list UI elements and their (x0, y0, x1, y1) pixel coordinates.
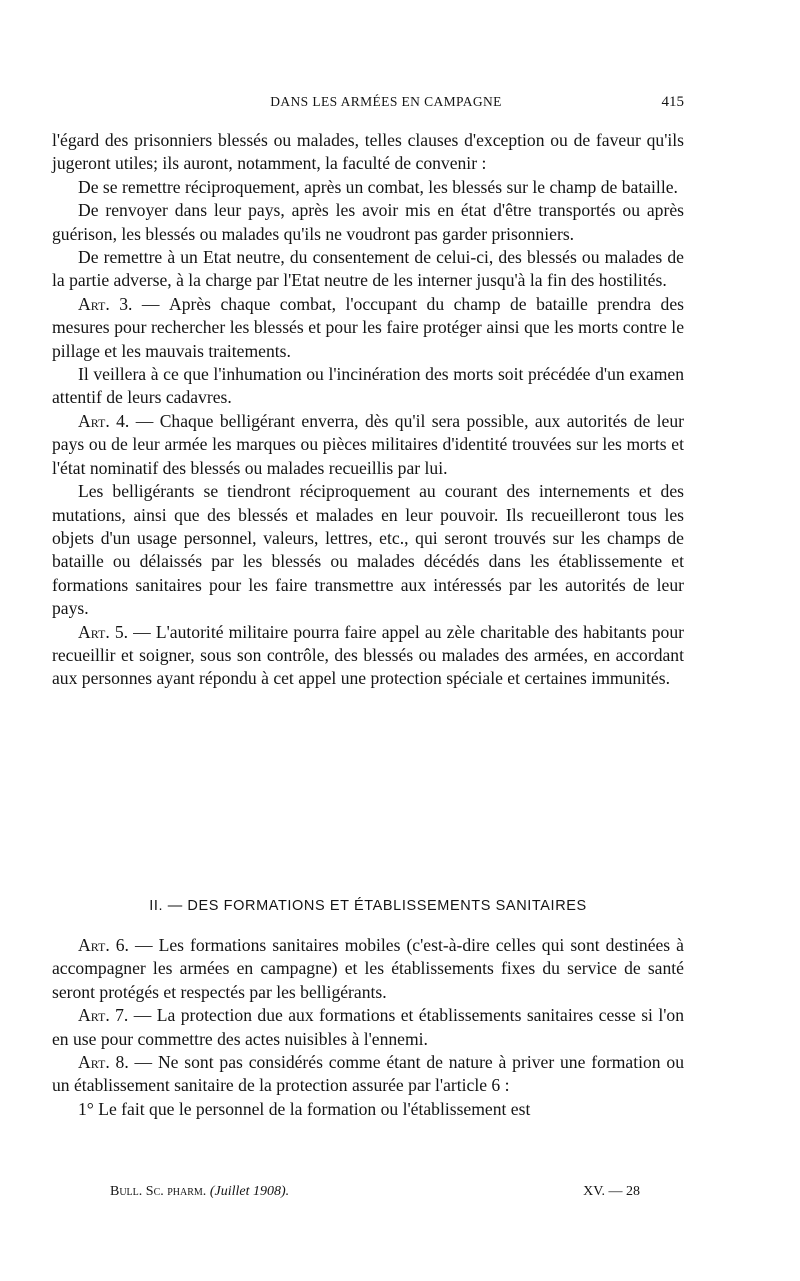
article-6-paragraph (52, 934, 684, 1004)
article-text: Les formations sanitaires mobiles (c'est-à-dire celles qui sont destinées à accompagner les armées en campagne) et les établissements fixes du service de santé seront protégés et respectés par les belligérants. (52, 935, 684, 1002)
footer-citation (110, 1184, 289, 1200)
paragraph: De remettre à un Etat neutre, du consentement de celui-ci, des blessés ou malades de la partie adverse, à la charge par l'Etat neutre de les interner jusqu'à la fin des hostilités. (52, 247, 684, 291)
article-text: Après chaque combat, l'occupant du champ de bataille prendra des mesures pour rechercher les blessés et pour les faire protéger ainsi que les morts contre le pillage et les mauvais traitements. (52, 293, 685, 361)
article-label: Art. 8. — (78, 1052, 158, 1073)
article-label: Art. 5. — (78, 621, 156, 642)
footer-date: (Juillet 1908). (209, 1184, 290, 1199)
paragraph: l'égard des prisonniers blessés ou malades, telles clauses d'exception ou de faveur qu'ils jugeront utiles; ils auront, notamment, la faculté de convenir : (52, 130, 684, 174)
paragraph: De se remettre réciproquement, après un combat, les blessés sur le champ de bataille. (78, 176, 678, 197)
page-number: 415 (661, 94, 684, 110)
paragraph: 1° Le fait que le personnel de la formation ou l'établissement est (78, 1098, 531, 1119)
article-label: Art. 4. — (78, 410, 160, 431)
body-text-upper (52, 129, 684, 691)
paragraph: Il veillera à ce que l'inhumation ou l'incinération des morts soit précédée d'un examen attentif de leurs cadavres. (52, 364, 684, 408)
article-text: Chaque belligérant enverra, dès qu'il sera possible, aux autorités de leur pays ou de leur armée les marques ou pièces militaires d'identité trouvées sur les morts et l'état nominatif des blessés ou malades recueillis par lui. (52, 410, 685, 478)
article-text: Ne sont pas considérés comme étant de nature à priver une formation ou un établissement sanitaire de la protection assurée par l'article 6 : (52, 1052, 684, 1096)
article-3-paragraph (52, 293, 684, 363)
footer-publication: Bull. Sc. pharm. (110, 1184, 207, 1199)
running-head-title: DANS LES ARMÉES EN CAMPAGNE (270, 94, 502, 109)
page-footer (80, 1184, 640, 1204)
running-head (80, 94, 692, 116)
article-5-paragraph (52, 621, 684, 691)
article-text: L'autorité militaire pourra faire appel au zèle charitable des habitants pour recueillir et soigner, sous son contrôle, des blessés ou malades des armées, en accordant aux personnes ayant répondu à cet appel une protection spéciale et certaines immunités. (52, 621, 684, 689)
paragraph: De renvoyer dans leur pays, après les avoir mis en état d'être transportés ou après guérison, les blessés ou malades qu'ils ne voudront pas garder prisonniers. (52, 200, 684, 244)
article-label: Art. 7. — (78, 1005, 157, 1026)
article-7-paragraph (52, 1004, 684, 1051)
body-text-lower (52, 934, 684, 1121)
article-label: Art. 6. — (78, 935, 159, 955)
article-8-paragraph (52, 1051, 684, 1098)
paragraph: Les belligérants se tiendront réciproquement au courant des internements et des mutations, ainsi que des blessés et malades en leur pouvoir. Ils recueilleront tous les objets d'un usage personnel, valeurs, lettres, etc., qui seront trouvés sur les champs de bataille ou délaissés par les blessés ou malades décédés dans les établissemente et formations sanitaires pour les faire transmettre aux intéressés par les autorités de leur pays. (52, 481, 684, 619)
section-heading: II. — DES FORMATIONS ET ÉTABLISSEMENTS SANITAIRES (149, 898, 587, 914)
article-text: La protection due aux formations et établissements sanitaires cesse si l'on en use pour commettre des actes nuisibles à l'ennemi. (52, 1005, 684, 1049)
footer-signature: XV. — 28 (583, 1184, 640, 1199)
article-4-paragraph (52, 410, 684, 480)
article-label: Art. 3. — (78, 293, 169, 314)
